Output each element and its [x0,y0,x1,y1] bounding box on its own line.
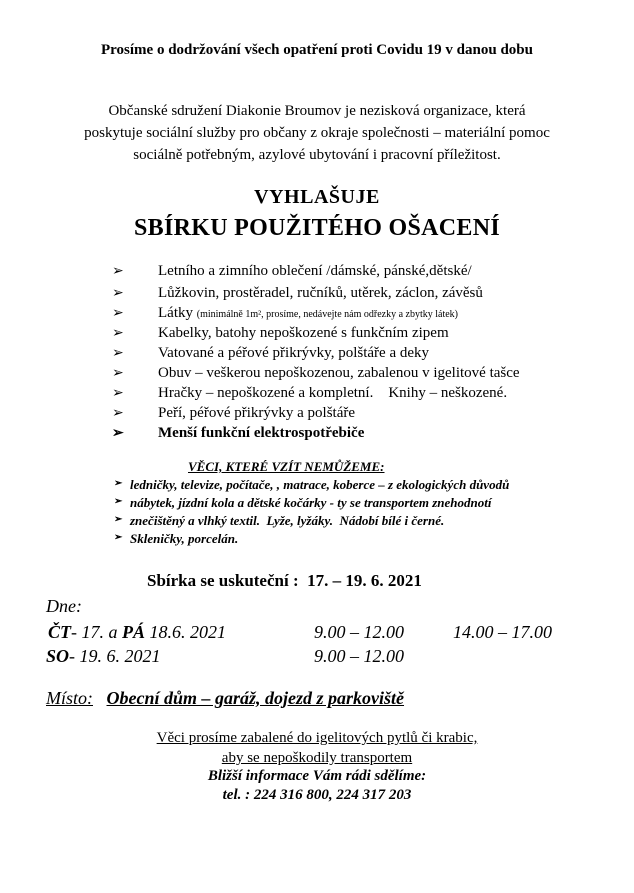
latky-label: Látky [158,305,193,321]
announce-title: SBÍRKU POUŽITÉHO OŠACENÍ [134,215,500,241]
arrow-bullet-icon: ➢ [112,286,124,301]
dne-label: Dne: [46,596,82,616]
arrow-bullet-icon: ➢ [114,514,123,525]
arrow-bullet-icon: ➢ [112,426,124,441]
latky-note: (minimálně 1m², prosíme, nedávejte nám odřezky a zbytky látek) [196,309,458,320]
footer-phone: tel. : 224 316 800, 224 317 203 [222,787,412,803]
place-label: Místo: [46,688,93,708]
footer-info: Bližší informace Vám rádi sdělíme: [207,768,427,784]
top-notice: Prosíme o dodržování všech opatření proti Covidu 19 v danou dobu [100,42,533,58]
place-value: Obecní dům – garáž, dojezd z parkoviště [106,688,405,708]
schedule-day: ČT [48,622,72,642]
intro-paragraph [0,100,634,166]
footer-packing-note: Věci prosíme zabalené do igelitových pytlů či krabic, [156,730,478,746]
arrow-bullet-icon: ➢ [112,306,124,321]
arrow-bullet-icon: ➢ [112,264,124,279]
arrow-bullet-icon: ➢ [114,496,123,507]
footer-packing-note-2: aby se nepoškodily transportem [221,750,413,766]
arrow-bullet-icon: ➢ [112,406,124,421]
collection-dates: Sbírka se uskuteční : 17. – 19. 6. 2021 [147,571,422,590]
intro-line: Občanské sdružení Diakonie Broumov je nezisková organizace, která [108,103,526,119]
intro-line: poskytuje sociální služby pro občany z okraje společnosti – materiální pomoc [84,125,550,141]
arrow-bullet-icon: ➢ [114,478,123,489]
schedule-day: SO [46,646,70,666]
arrow-bullet-icon: ➢ [114,532,123,543]
arrow-bullet-icon: ➢ [112,346,124,361]
arrow-bullet-icon: ➢ [112,326,124,341]
schedule-time: 9.00 – 12.00 [314,646,404,666]
schedule-time: 14.00 – 17.00 [453,622,552,642]
schedule-time: 9.00 – 12.00 [314,622,404,642]
intro-line: sociálně potřebným, azylové ubytování i pracovní příležitost. [133,147,501,163]
arrow-bullet-icon: ➢ [112,386,124,401]
place-line [46,688,404,709]
announce-heading: VYHLAŠUJE [254,186,380,208]
arrow-bullet-icon: ➢ [112,366,124,381]
schedule-day: PÁ [122,622,146,642]
cannot-accept-heading: VĚCI, KTERÉ VZÍT NEMŮŽEME: [188,459,385,474]
